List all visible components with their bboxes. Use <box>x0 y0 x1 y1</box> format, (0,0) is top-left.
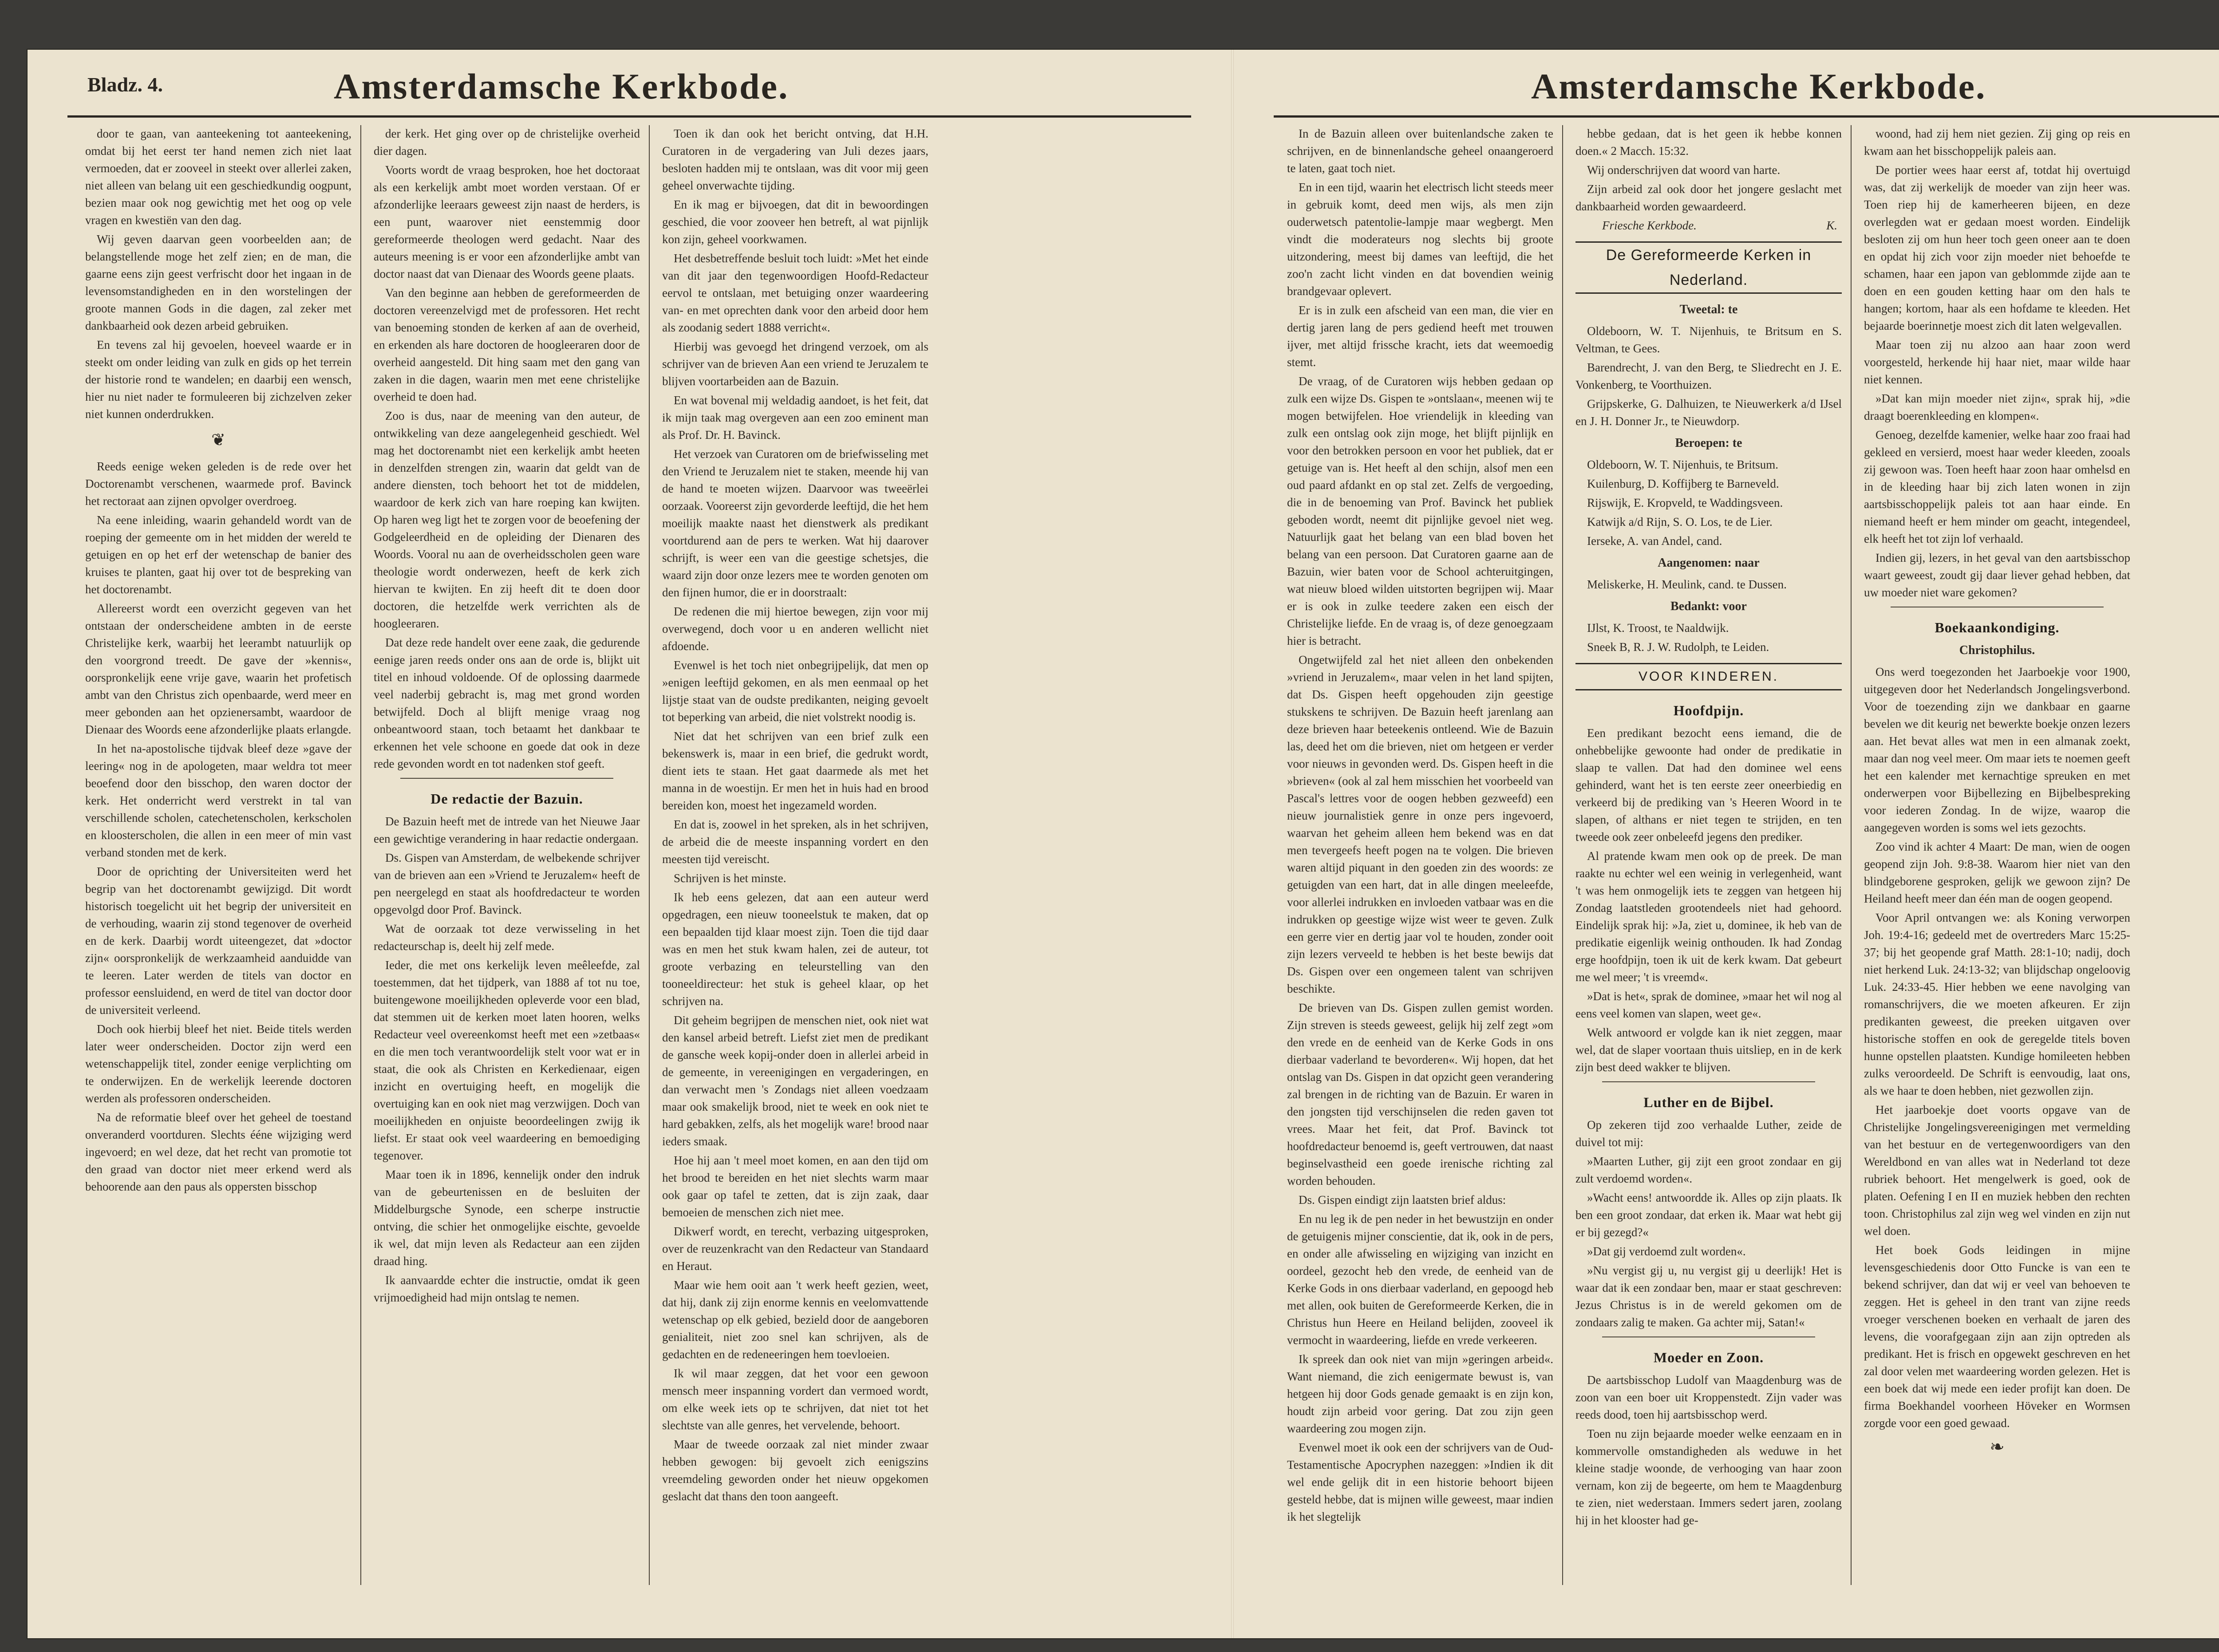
paragraph: Van den beginne aan hebben de gereformeerden de doctoren vereenzelvigd met de professoren. Het recht van benoeming stonden de kerken af aan de overheid, en erkenden als hare doctoren de hoogleeraren door de overheid aangesteld. Dit hing saam met den gang van zaken in die dagen, waarin men met eene christelijke overheid te doen had. <box>374 286 640 403</box>
aangenomen-label: Aangenomen: naar <box>1658 556 1760 570</box>
paragraph: Op zekeren tijd zoo verhaalde Luther, zeide de duivel tot mij: <box>1575 1118 1842 1149</box>
paragraph: En tevens zal hij gevoelen, hoeveel waarde er in steekt om onder leiding van zulk en gids op het terrein der historie rond te wandelen; en daarbij een wensch, hier nu niet nader te formuleeren bij zichzelven zeker niet kunnen onderdrukken. <box>85 338 351 421</box>
paragraph: Reeds eenige weken geleden is de rede over het Doctorenambt verschenen, waarmede prof. Bavinck het rectoraat aan zijnen opvolger overdroeg. <box>85 460 351 508</box>
paragraph: Ieder, die met ons kerkelijk leven meêleefde, zal toestemmen, dat het tijdperk, van 1888 af tot nu toe, buitengewone moeilijkheden opleverde voor een blad, dat stemmen uit de kerken moet laten hooren, welks Redacteur veel overeenkomst heeft met een »zetbaas« en die men toch verantwoordelijk stelt voor wat er in staat, die ook als Christen en Kerkedienaar, eigen inzicht en overtuiging heeft, en mogelijk die overtuiging kan en ook niet mag verzwijgen. Doch van moeilijkheden en onjuiste beoordeelingen zwijg ik liefst. Er staat ook veel waardeering en bemoediging tegenover. <box>374 958 640 1162</box>
paragraph: Evenwel moet ik ook een der schrijvers van de Oud-Testamentische Apocryphen nazeggen: »Indien ik dit wel ende gelijk dit in een historie behoort bijeen gesteld hebbe, dat is mijnen wille geweest, maar indien ik het slegtelijk <box>1287 1441 1553 1523</box>
paragraph: Hoe hij aan 't meel moet komen, en aan den tijd om het brood te bereiden en het niet slechts warm maar ook gaar op tafel te zetten, dat is zijn zaak, daar bemoeien de menschen zich niet mee. <box>662 1154 928 1219</box>
paragraph: Indien gij, lezers, in het geval van den aartsbisschop waart geweest, zoudt gij daar liever gehad hebben, dat uw moeder niet ware gekomen? <box>1864 551 2130 599</box>
header-rule-left <box>67 115 1191 118</box>
paragraph: Evenwel is het toch niet onbegrijpelijk, dat men op »enigen leeftijd gekomen, en als men eenmaal op het lijstje staat van de oudste predikanten, neiging gevoelt tot beperking van arbeid, die niet volstrekt noodig is. <box>662 658 928 724</box>
paragraph: Na de reformatie bleef over het geheel de toestand onveranderd voortduren. Slechts ééne wijziging werd ingevoerd; en wel deze, dat het recht van promotie tot den graad van doctor niet meer erkend werd als behoorende aan den paus als oppersten bisschop <box>85 1111 351 1193</box>
paragraph: Ik aanvaardde echter die instructie, omdat ik geen vrijmoedigheid had mijn ontslag te nemen. <box>374 1273 640 1304</box>
column-divider <box>360 125 361 1585</box>
paragraph: Ds. Gispen eindigt zijn laatsten brief aldus: <box>1299 1193 1506 1206</box>
paragraph: Allereerst wordt een overzicht gegeven van het ontstaan der onderscheidene ambten in de eerste Christelijke kerk, waarbij het leerambt natuurlijk op den voorgrond treedt. De gave der »kennis«, oorspronkelijk eene vrije gave, waarin het profetisch ambt van den Christus zich openbaarde, werd meer en meer gebonden aan het opzienersambt, waardoor de Dienaar des Woords eene afzonderlijke plaats erlangde. <box>85 602 351 736</box>
paragraph: Dat deze rede handelt over eene zaak, die gedurende eenige jaren reeds onder ons aan de orde is, blijkt uit titel en inhoud voldoende. Of de oplossing daarmede veel naderbij gebracht is, mag met grond worden betwijfeld. Doch al blijft menige vraag nog onbeantwoord staan, toch betaamt het dankbaar te erkennen het vele schoone en goede dat ook in deze rede gevonden wordt en tot nadenken stof geeft. <box>374 636 640 770</box>
list-item: Grijpskerke, G. Dalhuizen, te Nieuwerkerk a/d IJsel en J. H. Donner Jr., te Nieuwdorp. <box>1575 397 1842 428</box>
paragraph: Dit geheim begrijpen de menschen niet, ook niet wat den kansel arbeid betreft. Liefst ziet men de predikant de gansche week kopij-onder doen in allerlei arbeid in de gemeente, in vereenigingen en vergaderingen, en dan verwacht men 's Zondags niet alleen voedzaam maar ook smakelijk brood, niet te week en ook niet te hard gebakken, zelfs, als het mogelijk ware! brood naar ieders smaak. <box>662 1013 928 1148</box>
paragraph: Voorts wordt de vraag besproken, hoe het doctoraat als een kerkelijk ambt moet worden verstaan. Of er afzonderlijke leeraars geweest zijn naast de herders, is een punt, waarover niet eenstemmig door gereformeerde theologen werd gedacht. Naar des auteurs meening is er voor een afzonderlijke ambt van doctor naast dat van Dienaar des Woords geene plaats. <box>374 163 640 280</box>
paragraph: En in een tijd, waarin het electrisch licht steeds meer in gebruik komt, deed men wijs, als men zijn ouderwetsch patentolie-lampje maar wegbergt. Men vindt die moderateurs nog slechts bij groote uitzondering, meest bij dames van leeftijd, die het zoo'n zacht licht vinden en dat bovendien weinig brandgevaar oplevert. <box>1287 181 1553 298</box>
page-4 <box>28 50 1231 1638</box>
paragraph: Maar toen zij nu alzoo aan haar zoon werd voorgesteld, herkende hij haar niet, maar wilde haar niet kennen. <box>1864 338 2130 386</box>
paragraph: De portier wees haar eerst af, totdat hij overtuigd was, dat zij werkelijk de moeder van zijn heer was. Toen riep hij de kamerheeren bijeen, en deze overlegden wat er gedaan moest worden. Eindelijk besloten zij om hun heer toch geen oneer aan te doen en opdat hij zich voor zijn moeder niet behoefde te schamen, haar een japon van geblommde zijde aan te doen en een gouden ketting haar om den hals te hangen; kortom, haar als een hofdame te kleeden. Het bejaarde boerinnetje moest zich dit laten welgevallen. <box>1864 163 2130 332</box>
list-item: Kuilenburg, D. Koffijberg te Barneveld. <box>1587 477 1779 490</box>
paragraph: Het boek Gods leidingen in mijne levensgeschiedenis door Otto Funcke is van een te bekend schrijver, dan dat wij er veel van behoeven te zeggen. Het is geheel in den trant van zijne reeds vroeger verschenen boeken en verhaalt de jaren des levens, die voorafgegaan zijn aan zijn optreden als predikant. Het is frisch en opgewekt geschreven en het zal door velen met waardeering worden gelezen. Het is een boek dat wij mede een ieder profijt kan doen. De firma Boekhandel voorheen Höveker en Wormsen zorgde voor een goed gewaad. <box>1864 1243 2130 1430</box>
paragraph: Het verzoek van Curatoren om de briefwisseling met den Vriend te Jeruzalem niet te staken, meende hij van de hand te moeten wijzen. Daarvoor was tweeërlei oorzaak. Vooreerst zijn gevorderde leeftijd, die het hem moeilijk maakte naast het dienstwerk als predikant voortdurend aan de pers te werken. Wat hij daarover schrijft, is weer een van die geestige schetsjes, die waard zijn door onze lezers mee te worden genoten om den fijnen humor, die er in doorstraalt: <box>662 447 928 599</box>
list-item: IJlst, K. Troost, te Naaldwijk. <box>1587 621 1729 635</box>
paragraph: Het jaarboekje doet voorts opgave van de Christelijke Jongelingsvereenigingen met vermelding van het bestuur en de vertegenwoordigers van den Wereldbond en van alles wat in Nederland tot deze rubriek behoort. Het mengelwerk is goed, ook de platen. Oefening I en II en muziek hebben den rechten toon. Christophilus zal zijn weg wel vinden en zijn nut wel doen. <box>1864 1103 2130 1238</box>
list-item: Sneek B, R. J. W. Rudolph, te Leiden. <box>1587 640 1769 654</box>
signature-initial: K. <box>1826 219 1837 232</box>
paragraph: Toen ik dan ook het bericht ontving, dat H.H. Curatoren in de vergadering van Juli dezes jaars, besloten hadden mij te ontslaan, was dit voor mij geen geheel onverwachte tijding. <box>662 127 928 192</box>
paragraph: Wij onderschrijven dat woord van harte. <box>1587 163 1781 177</box>
section-divider <box>1602 1081 1815 1082</box>
paragraph: Voor April ontvangen we: als Koning verworpen Joh. 19:4-16; gedeeld met de overtreders Marc 15:25-37; bij het geopende graf Matth. 28:1-10; nadij, doch niet herkend Luk. 24:13-32; van blijdschap ongeloovig Luk. 24:33-45. Hier hebben we eene navolging van romanschrijvers, die we moeten afkeuren. Er zijn predikanten geweest, die preeken uitgaven over historische stoffen en ook de geregelde titels boven hunne opstellen plaatsten. Kundige homileeten hebben zulks veroordeeld. De Schrift is eenvoudig, laat ons, als we haar te doen hebben, niet gezwollen zijn. <box>1864 911 2130 1097</box>
paragraph: Zoo is dus, naar de meening van den auteur, de ontwikkeling van deze aangelegenheid geschiedt. Wel mag het doctorenambt niet een kerkelijk ambt heeten in denzelfden strengen zin, waarin dat geldt van de andere diensten, toch behoort het tot de middelen, waardoor de kerk zich van hare roeping kan kwijten. Op haren weg ligt het te zorgen voor de beoefening der Godgeleerdheid en de opleiding der Dienaren des Woords. Vooral nu aan de overheidsscholen geen ware theologie wordt onderwezen, heeft de kerk zich hiervan te kwijten. En zij heeft dit te doen door doctoren, die hetzelfde werk verrichten als de hoogleeraren. <box>374 409 640 630</box>
list-item: Katwijk a/d Rijn, S. O. Los, te de Lier. <box>1587 515 1773 528</box>
paragraph: der kerk. Het ging over op de christelijke overheid dier dagen. <box>374 127 640 158</box>
paragraph: Een predikant bezocht eens iemand, die de onhebbelijke gewoonte had onder de predikatie in slaap te vallen. Dat had den dominee wel eens gehinderd, want het is ten eerste zeer oneerbiedig en verkeerd bij de prediking van 's Heeren Woord in te slapen, of althans er niet tegen te strijden, en ten tweede ook zeer onbeleefd jegens den prediker. <box>1575 726 1842 844</box>
paragraph: In de Bazuin alleen over buitenlandsche zaken te schrijven, en de binnenlandsche geheel onaangeroerd te laten, gaat toch niet. <box>1287 127 1553 175</box>
paragraph: Maar toen ik in 1896, kennelijk onder den indruk van de gebeurtenissen en de besluiten der Middelburgsche Synode, een scherpe instructie ontving, die schier het onmogelijke eischte, gevoelde ik wel, dat mijn leven als Redacteur aan een zijden draad hing. <box>374 1168 640 1268</box>
paragraph: Ons werd toegezonden het Jaarboekje voor 1900, uitgegeven door het Nederlandsch Jongelingsverbond. Voor de toezending zijn we dankbaar en gaarne bevelen we dit keurig net bewerkte boekje onzen lezers aan. Het bevat alles wat men in een almanak zoekt, maar dan nog veel meer. Om maar iets te noemen geeft het een kalender met kernachtige spreuken en met onderwerpen voor Bijbellezing en Bijbelbespreking voor iederen Zondag. In de wijze, waarop die aangegeven worden is soms wel iets gezochts. <box>1864 665 2130 834</box>
paragraph: En wat bovenal mij weldadig aandoet, is het feit, dat ik mijn taak mag overgeven aan een zoo eminent man als Prof. Dr. H. Bavinck. <box>662 394 928 442</box>
paragraph: De aartsbisschop Ludolf van Maagdenburg was de zoon van een boer uit Kroppenstedt. Zijn vader was reeds dood, toen hij aartsbisschop werd. <box>1575 1373 1842 1421</box>
paragraph: Ik heb eens gelezen, dat aan een auteur werd opgedragen, een nieuw tooneelstuk te maken, dat op een bepaalden tijd klaar moest zijn. Toen die tijd daar was en men het stuk kwam halen, zei de auteur, tot groote verbazing en teleurstelling van den tooneeldirecteur: het stuk is geheel klaar, op het schrijven na. <box>662 891 928 1008</box>
p4-column-3 <box>662 125 928 1585</box>
paragraph: En nu leg ik de pen neder in het bewustzijn en onder de getuigenis mijner conscientie, dat ik, ook in de pers, en onder alle afwisseling en wijziging van inzicht en oordeel, gezocht heb den vrede, de eenheid van de Kerke Gods in ons dierbaar vaderland, en gepoogd heb met allen, ook buiten de Gereformeerde Kerken, die in Christus hun Heere en Heiland belijden, zooveel ik vermocht in waardeering, liefde en vrede verkeeren. <box>1287 1212 1553 1347</box>
paragraph: »Nu vergist gij u, nu vergist gij u deerlijk! Het is waar dat ik een zondaar ben, maar er staat geschreven: Jezus Christus is in de wereld gekomen om de zondaars zalig te maken. Ga achter mij, Satan!« <box>1575 1264 1842 1329</box>
p5-column-3 <box>1864 125 2130 1585</box>
paragraph: Niet dat het schrijven van een brief zulk een bekenswerk is, maar in een brief, die gedrukt wordt, dient iets te staan. Het gaat daarmede als met het manna in de woestijn. Er men het in huis had en brood bereiden kon, moest het ingezameld worden. <box>662 729 928 812</box>
paragraph: Ds. Gispen van Amsterdam, de welbekende schrijver van de brieven aan een »Vriend te Jeruzalem« heeft de pen neergelegd en staat als hoofdredacteur te worden opgevolgd door Prof. Bavinck. <box>374 851 640 916</box>
paragraph: Wij geven daarvan geen voorbeelden aan; de belangstellende moge het zelf zien; en de man, die gaarne eens zijn geest verfrischt door het ingaan in de levensomstandigheden en in den worstelingen der groote mannen Gods in die dagen, zal zeker met dankbaarheid ook dezen arbeid gebruiken. <box>85 233 351 332</box>
article-heading-luther: Luther en de Bijbel. <box>1643 1094 1774 1110</box>
end-ornament-icon: ❧ <box>1990 1437 2005 1457</box>
paragraph: De Bazuin heeft met de intrede van het Nieuwe Jaar een gewichtige verandering in haar redactie ondergaan. <box>374 815 640 845</box>
p5-column-1 <box>1287 125 1553 1585</box>
paragraph: Wat de oorzaak tot deze verwisseling in het redacteurschap is, deelt hij zelf mede. <box>374 922 640 953</box>
paragraph: Schrijven is het minste. <box>674 871 786 885</box>
paragraph: Het desbetreffende besluit toch luidt: »Met het einde van dit jaar den tegenwoordigen Hoofd-Redacteur eervol te ontslaan, met betuiging onzer waardeering van- en met oprechten dank voor den arbeid door hem als zoodanig sedert 1888 verricht«. <box>662 252 928 334</box>
paragraph: Ik wil maar zeggen, dat het voor een gewoon mensch meer inspanning vordert dan vermoed wordt, om elke week iets op te schrijven, dat niet tot het slechtste van alle genres, het vervelende, behoort. <box>662 1367 928 1432</box>
paragraph: »Wacht eens! antwoordde ik. Alles op zijn plaats. Ik ben een groot zondaar, dat erken ik. Maar wat hebt gij er bij gezegd?« <box>1575 1191 1842 1239</box>
paragraph: Maar wie hem ooit aan 't werk heeft gezien, weet, dat hij, dank zij zijn enorme kennis en veelomvattende wetenschap op elk gebied, bezield door de aangeboren genialiteit, niet zoo snel kan schrijven, als de gedachten en de redeneeringen hem toevloeien. <box>662 1278 928 1361</box>
p5-column-2 <box>1575 125 1842 1585</box>
paragraph: Zijn arbeid zal ook door het jongere geslacht met dankbaarheid worden gewaardeerd. <box>1575 182 1842 213</box>
signature-line <box>1575 217 1842 234</box>
list-item: Oldeboorn, W. T. Nijenhuis, te Britsum. <box>1587 458 1778 471</box>
article-heading-hoofdpijn: Hoofdpijn. <box>1673 702 1744 718</box>
paragraph: Hierbij was gevoegd het dringend verzoek, om als schrijver van de brieven Aan een vriend te Jeruzalem te blijven voortarbeiden aan de Bazuin. <box>662 340 928 388</box>
paragraph: De brieven van Ds. Gispen zullen gemist worden. Zijn streven is steeds geweest, gelijk hij zelf zegt »om den vrede en de eenheid van de Kerke Gods in ons dierbaar vaderland te bevorderen«. Wij hopen, dat het ontslag van Ds. Gispen in dat opzicht geen verandering zal brengen in de richting van de Bazuin. Er waren in den jongsten tijd verschijnselen die reden gaven tot vrees. Maar het feit, dat Prof. Bavinck tot hoofdredacteur benoemd is, geeft vertrouwen, dat naast beginselvastheid een goede irenische richting zal worden behouden. <box>1287 1001 1553 1187</box>
list-item: Meliskerke, H. Meulink, cand. te Dussen. <box>1587 578 1787 591</box>
section-header-gereformeerde-kerken: De Gereformeerde Kerken in Nederland. <box>1575 241 1842 294</box>
column-divider <box>1851 125 1852 1585</box>
section-divider <box>400 778 613 779</box>
page-number-left: Bladz. 4. <box>87 73 163 96</box>
paragraph: Dikwerf wordt, en terecht, verbazing uitgesproken, over de reuzenkracht van den Redacteur van Standaard en Heraut. <box>662 1225 928 1273</box>
paragraph: De redenen die mij hiertoe bewegen, zijn voor mij overwegend, doch voor u en anderen wellicht niet afdoende. <box>662 605 928 653</box>
p4-column-2 <box>374 125 640 1585</box>
paragraph: hebbe gedaan, dat is het geen ik hebbe konnen doen.« 2 Macch. 15:32. <box>1575 127 1842 158</box>
paragraph: »Maarten Luther, gij zijt een groot zondaar en gij zult verdoemd worden«. <box>1575 1155 1842 1185</box>
beroepen-label: Beroepen: te <box>1675 436 1742 450</box>
paragraph: Genoeg, dezelfde kamenier, welke haar zoo fraai had gekleed en versierd, moest haar weder kleeden, zooals zij gewoon was. Toen heeft haar zoon haar omhelsd en in de kleeding haar bij zich laten wonen in zijn aartsbisschoppelijk paleis tot aan haar einde. En niemand heeft er hem minder om geacht, integendeel, elk heeft het tot zijn lof verhaald. <box>1864 428 2130 545</box>
ornament-icon: ❦ <box>211 431 225 449</box>
paragraph: Ongetwijfeld zal het niet alleen den onbekenden »vriend in Jeruzalem«, maar velen in het land spijten, dat Ds. Gispen heeft opgehouden zijn geestige stukskens te schrijven. De Bazuin heeft jarenlang aan deze brieven haar beteekenis ontleend. Wie de Bazuin las, deed het om die brieven, niet om hetgeen er verder voor nieuws in gevonden werd. Ds. Gispen heeft in die »brieven« (ook al zal hem misschien het voorbeeld van Pascal's lettres voor de oogen hebben gezweefd) een nieuw journalistiek genre in onze pers ingevoerd, waarvan het geheim alleen hem bekend was en dat men tevergeefs heeft pogen na te volgen. Die brieven waren altijd piquant in den goeden zin des woords: ze getuigden van een hart, dat in alle dingen meeleefde, voor allerlei indrukken en invloeden vatbaar was en die indrukken op geestige wijze wist weer te geven. Zulk een gerre vier en dertig jaar vol te houden, zonder ooit zijn lezers verveeld te hebben is het beste bewijs dat Ds. Gispen over een ongemeen talent van schrijven beschikte. <box>1287 653 1553 995</box>
paragraph: Maar de tweede oorzaak zal niet minder zwaar hebben gewogen: bij gevoelt zich eenigszins vreemdeling geworden onder het nieuw opgekomen geslacht dat thans den toon aangeeft. <box>662 1438 928 1503</box>
paragraph: »Dat is het«, sprak de dominee, »maar het wil nog al eens veel komen van slapen, weet ge«. <box>1575 990 1842 1020</box>
paragraph: Al pratende kwam men ook op de preek. De man raakte nu echter wel een weinig in verlegenheid, want 't was hem onmogelijk iets te zeggen van hetgeen hij Zondag laatstleden grootendeels niet had gehoord. Eindelijk sprak hij: »Ja, ziet u, dominee, ik heb van de predikatie eigenlijk weinig onthouden. Ik had Zondag erge hoofdpijn, toen ik uit de kerk kwam. Dat gebeurt me wel meer; 't is vreemd«. <box>1575 849 1842 984</box>
article-heading-moeder: Moeder en Zoon. <box>1653 1349 1764 1365</box>
book-title-christophilus: Christophilus. <box>1959 643 2035 657</box>
tweetal-label: Tweetal: te <box>1679 303 1738 316</box>
paragraph: door te gaan, van aanteekening tot aanteekening, omdat bij het eerst ter hand nemen zich niet laat vermoeden, dat er zooveel in steekt over allerlei zaken, niet alleen van belang uit een geschiedkundig oogpunt, bezien maar ook nog gewichtig met het oog op vele vragen en kwestiën van den dag. <box>85 127 351 227</box>
signature-source: Friesche Kerkbode. <box>1602 219 1697 232</box>
paragraph: En ik mag er bijvoegen, dat dit in bewoordingen geschied, die voor zooveer hen betreft, al wat pijnlijk kon zijn, geheel voorkwamen. <box>662 198 928 246</box>
paragraph: »Dat kan mijn moeder niet zijn«, sprak hij, »die draagt boerenkleeding en klompen«. <box>1864 392 2130 422</box>
p4-column-1 <box>85 125 351 1585</box>
list-item: Oldeboorn, W. T. Nijenhuis, te Britsum en S. Veltman, te Gees. <box>1575 324 1842 355</box>
paragraph: De vraag, of de Curatoren wijs hebben gedaan op zulk een wijze Ds. Gispen te »ontslaan«, meenen wij te mogen betwijfelen. Hoe vriendelijk in kleeding van zulk een ontslag ook zijn moge, het blijft pijnlijk en voor den betrokken persoon en voor het publiek, dat er getuige van is. Het heeft al den schijn, alsof men een oud paard afdankt en op stal zet. Zelfs de vergoeding, die in de benoeming van Prof. Bavinck het publiek geboden wordt, neemt dit pijnlijke gevoel niet weg. Natuurlijk gaat het belang van een blad boven het belang van een persoon. Dat Curatoren gaarne aan de Bazuin, wier baten voor de School achteruitgingen, wat nieuw bloed wilden uitstorten begrijpen wij. Maar er is ook in zulke teedere zaken een eisch der Christelijke liefde. En de vraag is, of deze genoegzaam hier is betracht. <box>1287 375 1553 647</box>
paragraph: Er is in zulk een afscheid van een man, die vier en dertig jaren lang de pers gediend heeft met trouwen ijver, met altijd frissche kracht, iets dat weemoedig stemt. <box>1287 304 1553 369</box>
paragraph: En dat is, zoowel in het spreken, als in het schrijven, de arbeid die de meeste inspanning vordert en den meesten tijd vereischt. <box>662 818 928 866</box>
paragraph: Na eene inleiding, waarin gehandeld wordt van de roeping der gemeente om in het midden der wereld te getuigen en op het erf der wetenschap de banier des kruises te planten, gaat hij over tot de bespreking van het doctorenambt. <box>85 513 351 596</box>
masthead-right: Amsterdamsche Kerkbode. <box>1531 66 1986 106</box>
masthead-left: Amsterdamsche Kerkbode. <box>334 66 789 106</box>
paragraph: Doch ook hierbij bleef het niet. Beide titels werden later weer onderscheiden. Doctor zijn werd een wetenschappelijk titel, zonder eenige verplichting om te onderwijzen. En de werkelijk leerende doctoren werden als professoren onderscheiden. <box>85 1022 351 1105</box>
paragraph: woond, had zij hem niet gezien. Zij ging op reis en kwam aan het bisschoppelijk paleis aan. <box>1864 127 2130 158</box>
list-item: Barendrecht, J. van den Berg, te Sliedrecht en J. E. Vonkenberg, te Voorthuizen. <box>1575 361 1842 391</box>
page-5 <box>1234 50 2219 1638</box>
paragraph: In het na-apostolische tijdvak bleef deze »gave der leering« nog in de apologeten, maar weldra tot meer beoefend door den bisschop, den waren doctor der kerk. Het onderricht werd verstrekt in tal van verschillende scholen, catechetenscholen, kerkscholen en kloosterscholen, die allen in een meer of min vast verband stonden met de kerk. <box>85 742 351 859</box>
newspaper-spread <box>28 50 2219 1638</box>
paragraph: Toen nu zijn bejaarde moeder welke eenzaam en in kommervolle omstandigheden als weduwe in het kleine stadje woonde, de verhooging van haar zoon vernam, kon zij de begeerte, om hem te Maagdenburg te zien, niet wederstaan. Immers sedert jaren, zoolang hij in het klooster had ge- <box>1575 1427 1842 1527</box>
paragraph: »Dat gij verdoemd zult worden«. <box>1587 1245 1746 1258</box>
paragraph: Ik spreek dan ook niet van mijn »geringen arbeid«. Want niemand, die zich eenigermate bewust is, van hetgeen hij door Gods genade gemaakt is en zijn kon, houdt zijn arbeid voor gering. Dat zou zijn geen waardeering zou mogen zijn. <box>1287 1352 1553 1435</box>
article-heading-redactie: De redactie der Bazuin. <box>430 791 583 807</box>
paragraph: Door de oprichting der Universiteiten werd het begrip van het doctorenambt gewijzigd. Dit wordt historisch toegelicht uit het begrip der universiteit en de verhouding, waarin zij stond tegenover de overheid en de kerk. Daarbij wordt uiteengezet, dat »doctor zijn« oorspronkelijk de werkzaamheid aanduidde van te leeren. Later werden de titels van doctor en professor eensluidend, en werd de titel van doctor door de universiteit verleend. <box>85 865 351 1017</box>
article-heading-boekaankondiging: Boekaankondiging. <box>1935 619 2060 635</box>
column-divider <box>649 125 650 1585</box>
list-item: Ierseke, A. van Andel, cand. <box>1587 534 1722 548</box>
header-rule-right <box>1274 115 2219 118</box>
paragraph: Welk antwoord er volgde kan ik niet zeggen, maar wel, dat de slaper voortaan thuis uitsliep, en in de kerk zijn best deed wakker te blijven. <box>1575 1026 1842 1074</box>
list-item: Rijswijk, E. Kropveld, te Waddingsveen. <box>1587 496 1783 509</box>
bedankt-label: Bedankt: voor <box>1670 599 1747 613</box>
column-divider <box>1562 125 1563 1585</box>
section-header-voor-kinderen: VOOR KINDEREN. <box>1575 663 1842 690</box>
paragraph: Zoo vind ik achter 4 Maart: De man, wien de oogen geopend zijn Joh. 9:8-38. Waarom hier niet van den blindgeborene gesproken, gelijk we gewoon zijn? De Heiland heeft meer dan één man de oogen geopend. <box>1864 840 2130 905</box>
